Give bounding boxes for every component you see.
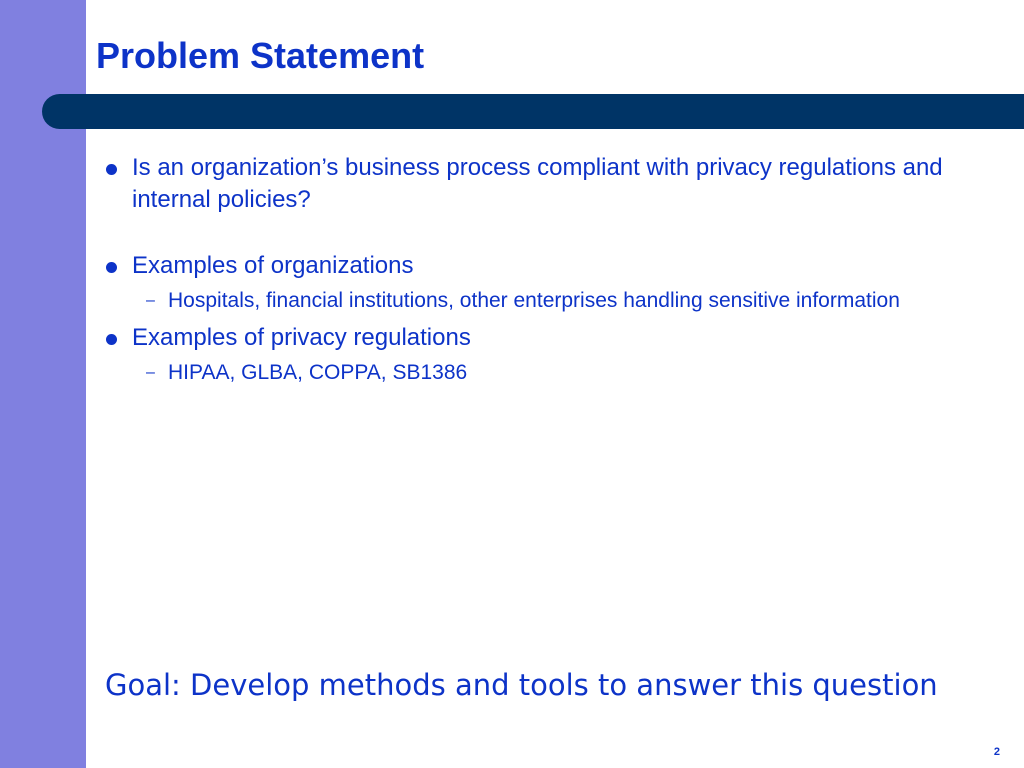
goal-statement: Goal: Develop methods and tools to answer this question <box>105 668 938 702</box>
bullet-item-organizations <box>104 250 984 282</box>
bullet-list <box>104 152 984 388</box>
bullet-item-compliance <box>104 152 984 216</box>
title-underline-bar <box>42 94 1024 129</box>
subitem-text: Hospitals, financial institutions, other enterprises handling sensitive information <box>168 289 900 312</box>
bullet-dot-icon <box>106 262 117 273</box>
bullet-text: Is an organization’s business process compliant with privacy regulations and internal policies? <box>132 154 943 213</box>
bullet-text: Examples of organizations <box>132 252 414 279</box>
slide-title: Problem Statement <box>96 35 425 76</box>
subitem-text: HIPAA, GLBA, COPPA, SB1386 <box>168 361 468 384</box>
dash-icon: – <box>146 292 155 309</box>
bullet-dot-icon <box>106 334 117 345</box>
bullet-item-regulations <box>104 322 984 354</box>
bullet-text: Examples of privacy regulations <box>132 324 471 351</box>
dash-icon: – <box>146 364 155 381</box>
subitem-regulations <box>146 358 984 388</box>
subitem-organizations <box>146 286 984 316</box>
page-number: 2 <box>993 746 1000 758</box>
bullet-dot-icon <box>106 164 117 175</box>
